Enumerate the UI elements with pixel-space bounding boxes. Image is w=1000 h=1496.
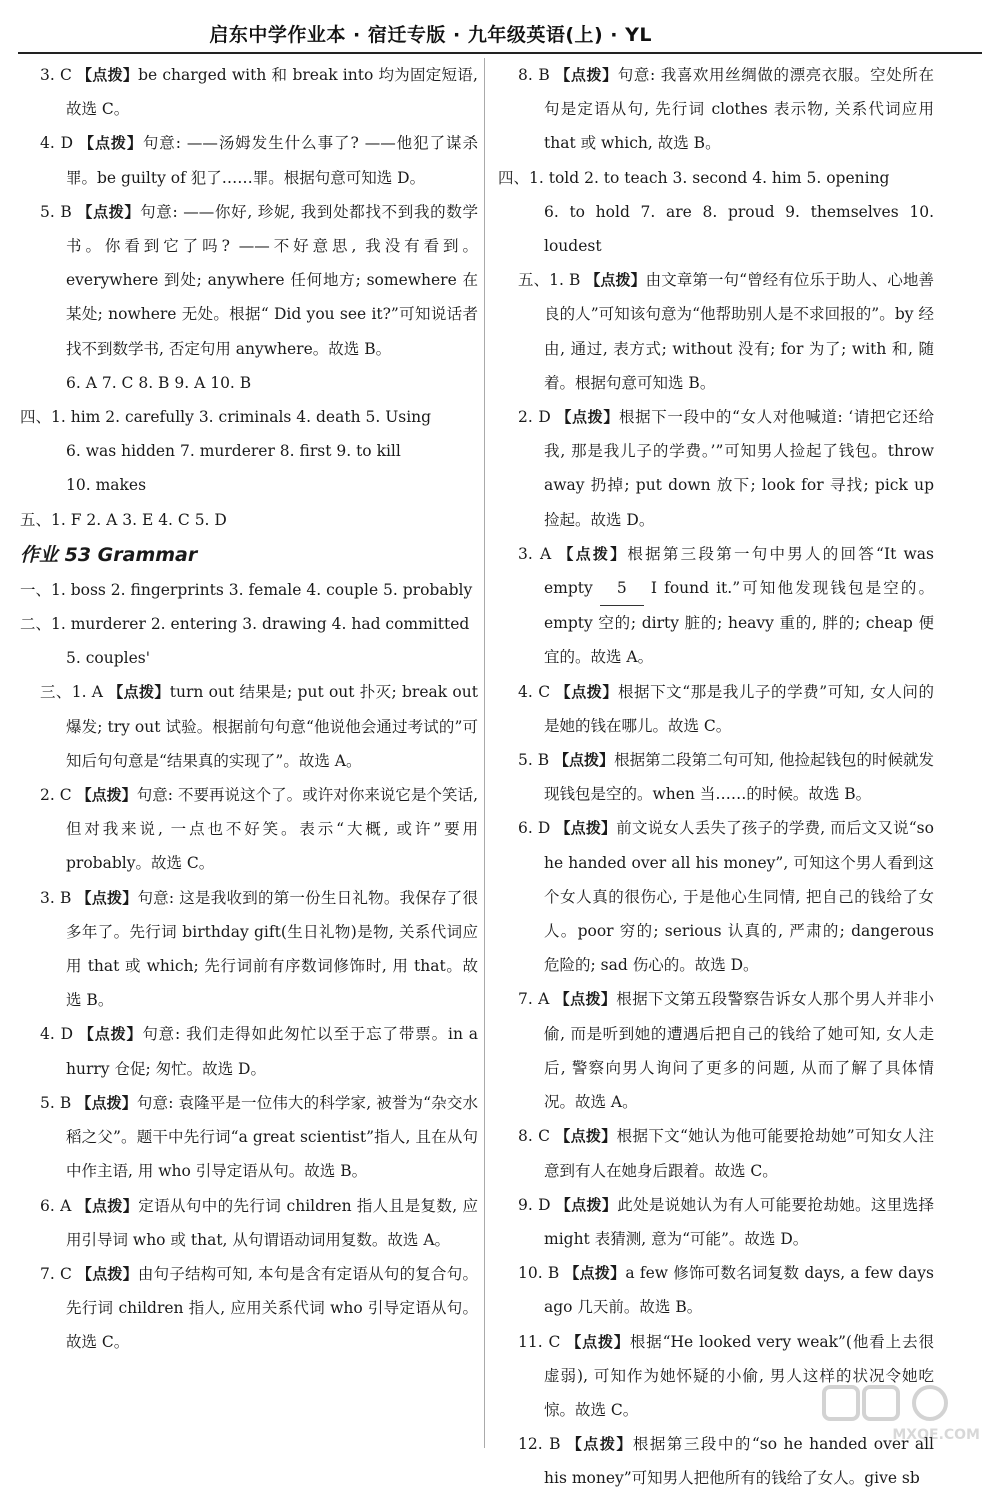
hint-tag: 【点拨】 [564, 1264, 626, 1283]
hint-tag: 【点拨】 [76, 1093, 137, 1112]
cloze-answer-7: 7. A 【点拨】根据下文第五段警察告诉女人那个男人并非小偷, 而是听到她的遭遇后把自己的钱给了她可知, 女人走后, 警察向男人询问了更多的问题, 从而了解了具体情况。故选 A。 [518, 990, 934, 1112]
answer-8b: 8. B 【点拨】句意: 我喜欢用丝绸做的漂亮衣服。空处所在句是定语从句, 先行词 clothes 表示物, 关系代词应用 that 或 which, 故选 B。 [518, 66, 934, 153]
hint-tag: 【点拨】 [555, 682, 618, 701]
hint-tag: 【点拨】 [76, 786, 137, 805]
cloze-answer-5: 5. B 【点拨】根据第二段第二句可知, 他捡起钱包的时候就发现钱包是空的。when 当……的时候。故选 B。 [518, 751, 934, 804]
cloze-answer-3: 3. A 【点拨】根据第三段第一句中男人的回答“It was empty 5 I found it.”可知他发现钱包是空的。empty 空的; dirty 脏的; heavy 重的, 胖的; cheap 便宜的。故选 A。 [518, 544, 934, 667]
answer-3c: 3. C 【点拨】be charged with 和 break into 均为固定短语, 故选 C。 [40, 66, 478, 119]
page-header [18, 0, 982, 54]
watermark-text: MXQE.COM [892, 1427, 980, 1443]
cloze-answer-2: 2. D 【点拨】根据下一段中的“女人对他喊道: ‘请把它还给我, 那是我儿子的学费。’”可知男人捡起了钱包。throw away 扔掉; put down 放下; look for 寻找; pick up 捡起。故选 D。 [518, 408, 934, 529]
part-3-answer-7: 7. C 【点拨】由句子结构可知, 本句是含有定语从句的复合句。先行词 children 指人, 应用关系代词 who 引导定语从句。故选 C。 [40, 1264, 478, 1352]
hint-tag: 【点拨】 [555, 819, 617, 838]
hint-tag: 【点拨】 [554, 751, 615, 770]
watermark-logo [820, 1383, 980, 1443]
hint-tag: 【点拨】 [558, 544, 628, 563]
section-4-row-3: 10. makes [66, 476, 147, 495]
part-3-answer-6: 6. A 【点拨】定语从句中的先行词 children 指人且是复数, 应用引导词 who 或 that, 从句谓语动词用复数。故选 A。 [40, 1196, 478, 1249]
hint-tag: 【点拨】 [556, 408, 619, 427]
cloze-answer-12: 12. B 【点拨】根据第三段中的“so he handed over all his money”可知男人把他所有的钱给了女人。give sb [518, 1435, 934, 1488]
column-divider [484, 58, 485, 1448]
answer-5b: 5. B 【点拨】句意: ——你好, 珍妮, 我到处都找不到我的数学书。你看到它了吗? ——不好意思, 我没有看到。everywhere 到处; anywhere 任何地方; somewhere 在某处; nowhere 无处。根据“ Did you see it?”可知说话者找不到数学书, 否定句用 anywhere。故选 B。 [40, 202, 479, 358]
hint-tag: 【点拨】 [76, 888, 138, 907]
hint-tag: 【点拨】 [76, 1264, 138, 1283]
cloze-answer-9: 9. D 【点拨】此处是说她认为有人可能要抢劫她。这里选择 might 表猜测, 意为“可能”。故选 D。 [518, 1195, 934, 1248]
part-3-answer-2: 2. C 【点拨】句意: 不要再说这个了。或许对你来说它是个笑话, 但对我来说, 一点也不好笑。表示“大概, 或许”要用 probably。故选 C。 [40, 786, 478, 873]
hint-tag: 【点拨】 [108, 683, 170, 702]
hint-tag: 【点拨】 [77, 202, 141, 221]
hint-tag: 【点拨】 [566, 1435, 633, 1454]
hint-tag: 【点拨】 [555, 66, 618, 84]
section-5-row: 五、1. F 2. A 3. E 4. C 5. D [20, 510, 227, 529]
part-2-answers-cont: 5. couples' [66, 649, 150, 668]
hint-tag: 【点拨】 [585, 271, 646, 290]
cloze-answer-6: 6. D 【点拨】前文说女人丢失了孩子的学费, 而后文又说“so he handed over all his money”, 可知这个男人看到这个女人真的很伤心, 于是他心生同情, 把自己的钱给了女人。poor 穷的; serious 认真的, 严肃的; dangerous 危险的; sad 伤心的。故选 D。 [518, 819, 934, 975]
cloze-answer-1: 五、1. B 【点拨】由文章第一句“曾经有位乐于助人、心地善良的人”可知该句意为“他帮助别人是不求回报的”。by 经由, 通过, 表方式; without 没有; for 为了; with 和, 随着。根据句意可知选 B。 [518, 271, 934, 392]
hint-tag: 【点拨】 [78, 1025, 143, 1044]
section-title-homework-53: 作业 53 Grammar [20, 543, 198, 566]
blank-5: 5 [600, 571, 644, 606]
hint-tag: 【点拨】 [554, 990, 617, 1009]
hint-tag: 【点拨】 [76, 1196, 139, 1215]
answer-4d: 4. D 【点拨】句意: ——汤姆发生什么事了? ——他犯了谋杀罪。be guilty of 犯了……罪。根据句意可知选 D。 [40, 134, 478, 187]
hint-tag: 【点拨】 [566, 1332, 630, 1351]
watermark-icon [820, 1383, 980, 1423]
part-3-answer-5: 5. B 【点拨】句意: 袁隆平是一位伟大的科学家, 被誉为“杂交水稻之父”。题干中先行词“a great scientist”指人, 且在从句中作主语, 用 who 引导定语从句。故选 B。 [40, 1093, 478, 1181]
part-3-answer-4: 4. D 【点拨】句意: 我们走得如此匆忙以至于忘了带票。in a hurry 仓促; 匆忙。故选 D。 [40, 1025, 478, 1078]
answer-row-6-10: 6. A 7. C 8. B 9. A 10. B [66, 373, 252, 392]
section-4-row-2: 6. to hold 7. are 8. proud 9. themselves 10. loudest [544, 202, 934, 256]
part-1-answers: 一、1. boss 2. fingerprints 3. female 4. couple 5. probably [20, 580, 473, 599]
hint-tag: 【点拨】 [79, 134, 143, 153]
section-4-row-1: 四、1. told 2. to teach 3. second 4. him 5. opening [498, 168, 890, 187]
part-3-answer-3: 3. B 【点拨】句意: 这是我收到的第一份生日礼物。我保存了很多年了。先行词 birthday gift(生日礼物)是物, 关系代词应用 that 或 which; 先行词前有序数词修饰时, 用 that。故选 B。 [40, 888, 478, 1010]
hint-tag: 【点拨】 [555, 1195, 618, 1214]
cloze-answer-11: 11. C 【点拨】根据“He looked very weak”(他看上去很虚弱), 可知作为她怀疑的小偷, 男人这样的状况令她吃惊。故选 C。 [518, 1332, 934, 1419]
part-2-answers: 二、1. murderer 2. entering 3. drawing 4. had committed [20, 615, 470, 634]
section-4-row-1: 四、1. him 2. carefully 3. criminals 4. death 5. Using [20, 408, 432, 427]
header-title: 启东中学作业本 · 宿迁专版 · 九年级英语(上) · YL [209, 24, 652, 46]
cloze-answer-4: 4. C 【点拨】根据下文“那是我儿子的学费”可知, 女人问的是她的钱在哪儿。故选 C。 [518, 682, 934, 735]
hint-tag: 【点拨】 [555, 1127, 617, 1146]
cloze-answer-8: 8. C 【点拨】根据下文“她认为他可能要抢劫她”可知女人注意到有人在她身后跟着。故选 C。 [518, 1127, 934, 1180]
section-4-row-2: 6. was hidden 7. murderer 8. first 9. to kill [66, 442, 401, 461]
part-3-answer-1: 三、1. A 【点拨】turn out 结果是; put out 扑灭; break out 爆发; try out 试验。根据前句句意“他说他会通过考试的”可知后句句意是“结果真的实现了”。故选 A。 [40, 683, 478, 770]
cloze-answer-10: 10. B 【点拨】a few 修饰可数名词复数 days, a few days ago 几天前。故选 B。 [518, 1264, 934, 1317]
left-column [20, 58, 478, 1360]
hint-tag: 【点拨】 [77, 66, 139, 84]
right-column [498, 58, 934, 1496]
